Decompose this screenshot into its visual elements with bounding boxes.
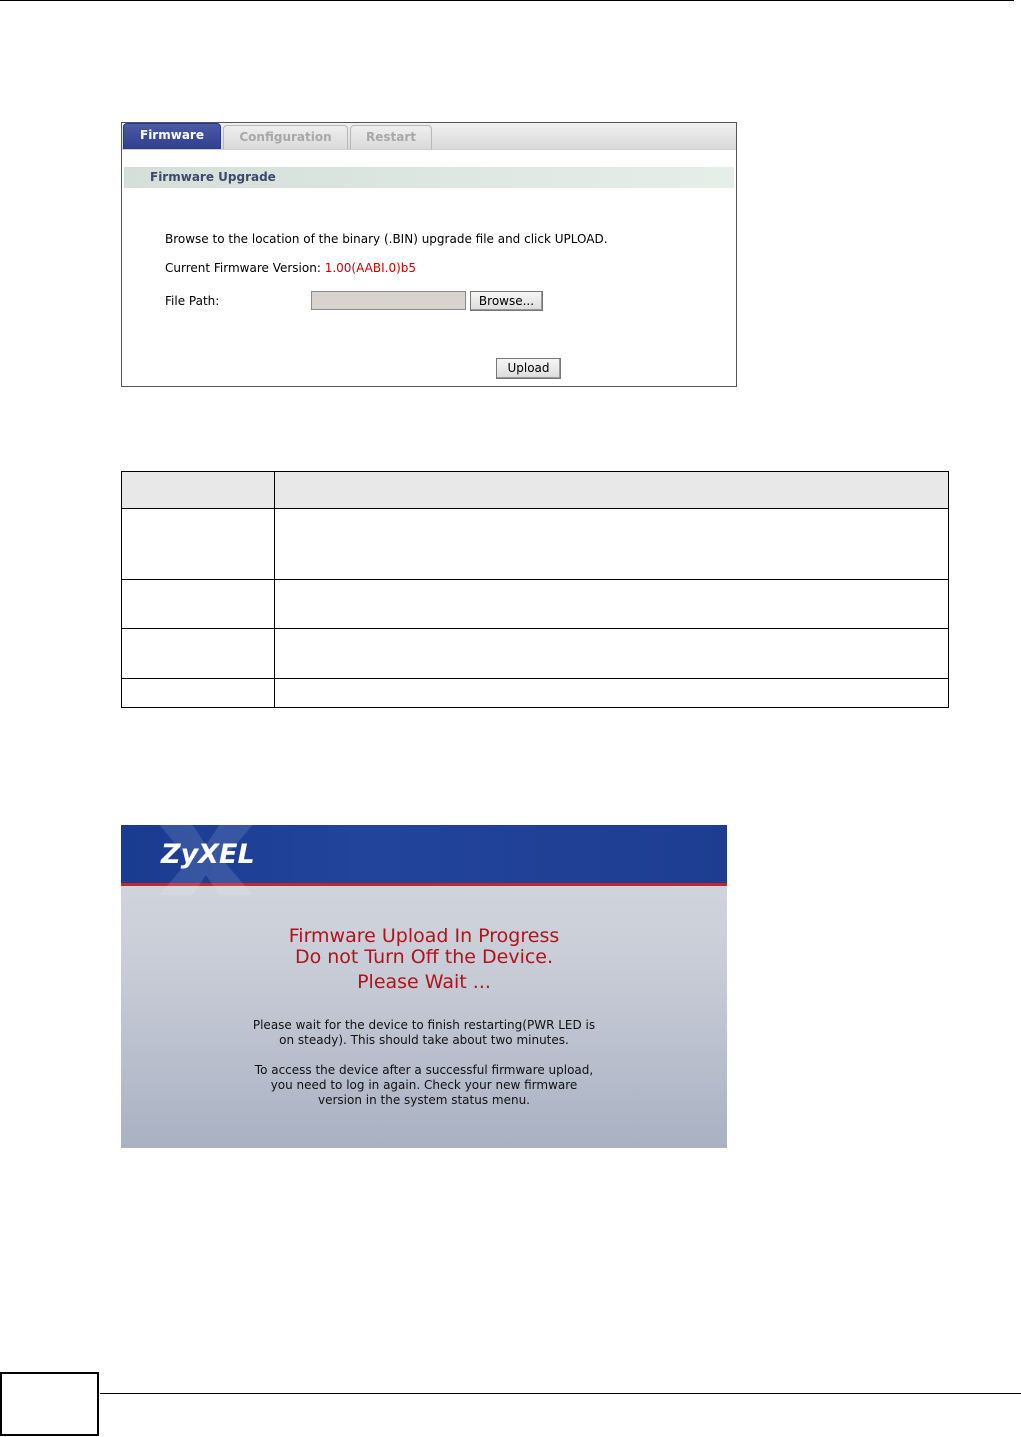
upload-button[interactable]: Upload [496, 358, 561, 379]
current-version-row [165, 261, 416, 275]
access-note-line-2: you need to log in again. Check your new firmware [270, 1078, 578, 1092]
table-cell [122, 629, 275, 679]
access-note-line-3: version in the system status menu. [317, 1093, 530, 1107]
tab-strip [122, 123, 736, 150]
table-header-cell [122, 472, 275, 509]
browse-button[interactable]: Browse... [470, 291, 543, 311]
headline-please-wait: Please Wait ... [357, 971, 491, 993]
current-version-value: 1.00(AABI.0)b5 [324, 261, 417, 275]
tab-firmware[interactable]: Firmware [123, 123, 221, 149]
table-cell [122, 580, 275, 629]
zyxel-header [121, 825, 727, 886]
table-cell [275, 629, 949, 679]
table-row [122, 629, 949, 679]
top-rule [0, 0, 1014, 1]
table-cell [122, 509, 275, 580]
headline-upload-in-progress: Firmware Upload In Progress [288, 925, 560, 947]
restart-note-line-2: on steady). This should take about two minutes. [279, 1033, 569, 1047]
restart-note-line-1: Please wait for the device to finish restarting(PWR LED is [252, 1018, 596, 1032]
headline-do-not-turn-off: Do not Turn Off the Device. [294, 946, 554, 968]
table-row [122, 580, 949, 629]
table-row [122, 679, 949, 708]
table-cell [275, 509, 949, 580]
tab-restart[interactable]: Restart [350, 125, 432, 149]
footer-rule [100, 1393, 1021, 1394]
table-cell [275, 580, 949, 629]
tab-configuration[interactable]: Configuration [223, 125, 348, 149]
table-header-cell [275, 472, 949, 509]
firmware-upgrade-screen [121, 122, 737, 387]
table-row [122, 509, 949, 580]
page-number-box [0, 1372, 99, 1436]
description-table [121, 471, 949, 708]
table-header-row [122, 472, 949, 509]
file-path-input[interactable] [311, 291, 466, 310]
zyxel-logo: ZyXEL [161, 839, 255, 870]
table-cell [122, 679, 275, 708]
current-version-label: Current Firmware Version: [165, 261, 321, 275]
access-note-line-1: To access the device after a successful firmware upload, [254, 1063, 594, 1077]
file-path-label: File Path: [165, 294, 220, 308]
section-title: Firmware Upgrade [124, 167, 734, 188]
table-cell [275, 679, 949, 708]
upload-progress-screen [121, 825, 727, 1148]
upload-instruction: Browse to the location of the binary (.BIN) upgrade file and click UPLOAD. [165, 232, 608, 246]
